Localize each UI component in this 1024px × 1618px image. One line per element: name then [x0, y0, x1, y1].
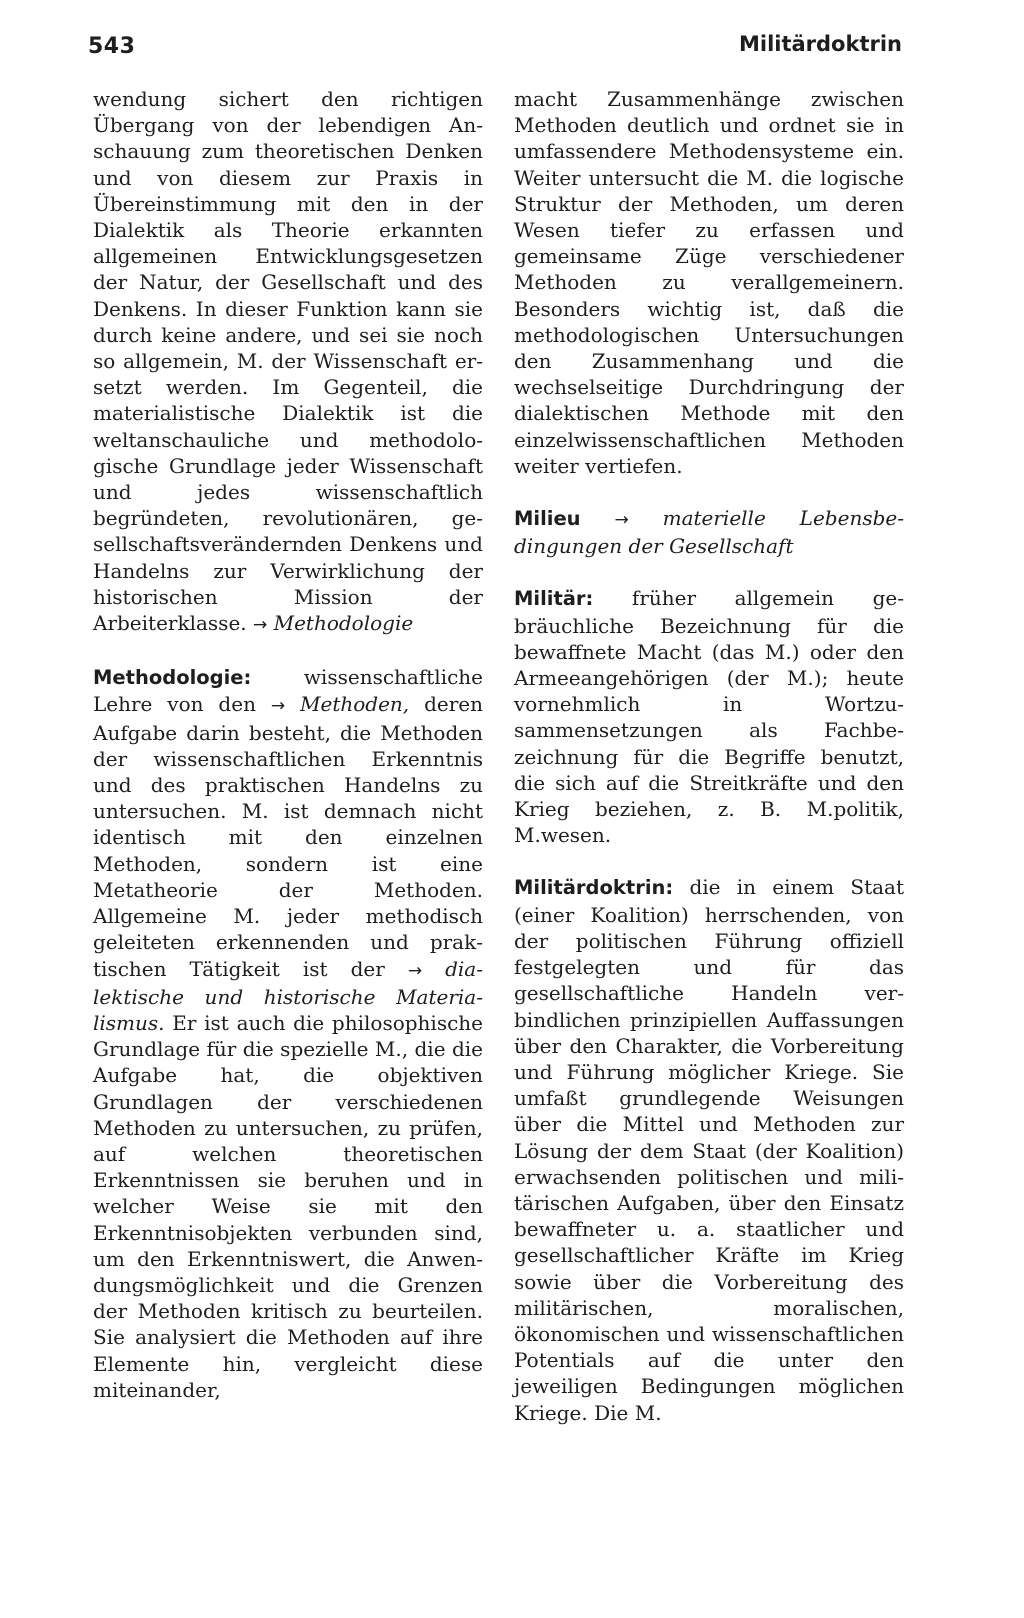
entry-methodologie [93, 664, 483, 1403]
entry-militaer [514, 585, 904, 848]
cross-reference-methodologie: Methodologie [273, 611, 414, 636]
continued-entry-text [514, 86, 904, 479]
continued-entry-body: macht Zusammenhänge zwischen Methoden deutlich und ordnet sie in umfassendere Methodensysteme ein. Weiter untersucht die M. die logische Struktur der Methoden, um deren Wesen tiefer zu erfassen und gemeinsame Züge verschiedener Methoden zu verallgemeinern. Besonders wichtig ist, daß die methodologischen Untersuchungen den Zusammenhang und die wechselseitige Durchdringung der dialektischen Methode mit den einzelwissenschaftlichen Methoden weiter vertiefen. [514, 87, 904, 478]
right-column [514, 86, 904, 1426]
running-head: Militärdoktrin [738, 32, 902, 56]
entry-milieu [514, 505, 904, 559]
entry-body: wissenschaftliche Lehre von den [93, 665, 483, 717]
cross-reference-lebensbedingungen: materielle Lebensbedingungen der Gesellschaft [514, 506, 904, 559]
page-number: 543 [88, 34, 136, 59]
headword-militaerdoktrin: Militärdoktrin: [514, 876, 674, 900]
headword-methodologie: Methodologie: [93, 666, 252, 690]
entry-militaerdoktrin [514, 874, 904, 1425]
cross-reference-arrow-icon: → [253, 615, 268, 636]
entry-body: früher allgemein gebräuchliche Bezeichnung für die bewaffnete Macht (das M.) oder den Armeeangehörigen (der M.); heute vornehmlich in Wortzusammensetzungen als Fachbezeichnung für die Begriffe benutzt, die sich auf die Streitkräfte und den Krieg beziehen, z. B. M.politik, M.wesen. [514, 586, 904, 848]
entry-body: die in einem Staat (einer Koalition) herrschenden, von der politischen Führung offiziell festgelegten und für das gesellschaftliche Handeln verbindlichen prinzipiellen Auffassungen über den Charakter, die Vorbereitung und Führung möglicher Kriege. Sie umfaßt grundlegende Weisungen über die Mittel und Methoden zur Lösung der dem Staat (der Koalition) erwachsenden politischen und militärischen Aufgaben, über den Einsatz bewaffneter u. a. staatlicher und gesellschaftlicher Kräfte im Krieg sowie über die Vorbereitung des militärischen, moralischen, ökonomischen und wissenschaftlichen Potentials auf die unter den jeweiligen Bedingungen möglichen Kriege. Die M. [514, 875, 905, 1425]
headword-milieu: Milieu [514, 507, 581, 531]
cross-reference-arrow-icon: → [407, 960, 423, 981]
entry-body: Er ist auch die philosophische Grundlage für die spezielle M., die die Aufgabe hat, die objektiven Grundlagen der verschiedenen Methoden zu untersuchen, zu prüfen, auf welchen theoretischen Erkenntnissen sie beruhen und in welcher Weise sie mit den Erkenntnisobjekten verbunden sind, um den Erkenntniswert, die Anwendungsmöglichkeit und die Grenzen der Methoden kritisch zu beurteilen. Sie analysiert die Methoden auf ihre Elemente hin, vergleicht diese miteinander, [93, 1010, 484, 1402]
cross-reference-methoden: Methoden, [300, 692, 410, 717]
entry-body: deren Aufgabe darin besteht, die Methoden der wissenschaftlichen Erkenntnis und des praktischen Handelns zu untersuchen. M. ist demnach nicht identisch mit den einzelnen Methoden, sondern ist eine Metatheorie der Methoden. Allgemeine M. jeder methodisch geleiteten erkennenden und praktischen Tätigkeit ist der [93, 692, 483, 981]
continued-entry-text [93, 86, 483, 638]
left-column [93, 86, 483, 1403]
cross-reference-arrow-icon: → [270, 696, 286, 717]
cross-reference-arrow-icon: → [614, 510, 629, 531]
cross-reference-materialismus: dialektische und historische Materialismus. [93, 956, 483, 1035]
continued-entry-body: wendung sichert den richtigen Übergang von der lebendigen Anschauung zum theoretischen Denken und von diesem zur Praxis in Übereinstimmung mit den in der Dialektik als Theorie erkannten allgemeinen Entwicklungsgesetzen der Natur, der Gesellschaft und des Denkens. In dieser Funktion kann sie durch keine andere, und sei sie noch so allgemein, M. der Wissenschaft ersetzt werden. Im Gegenteil, die materialistische Dialektik ist die weltanschauliche und methodologische Grundlage jeder Wissenschaft und jedes wissenschaftlich begründeten, revolutionären, gesellschaftsverändernden Denkens und Handelns zur Verwirklichung der historischen Mission der Arbeiterklasse. [93, 87, 483, 636]
headword-militaer: Militär: [514, 587, 594, 611]
